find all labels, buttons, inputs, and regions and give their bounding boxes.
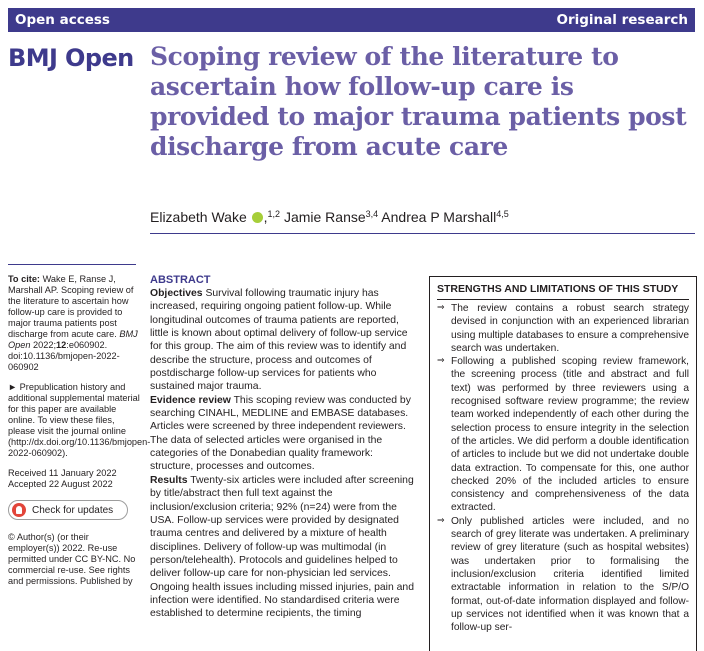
bullet-arrow-icon: ⇒ [437,356,445,367]
orcid-icon[interactable] [252,212,263,223]
divider [8,264,136,265]
evidence-text: This scoping review was conducted by searching CINAHL, MEDLINE and EMBASE databases. Articles were screened by three independent reviewers. The data of selected articles were organised in the categories of the Donabedian quality framework: structure, processes and outcomes. [150,394,411,473]
objectives-label: Objectives [150,288,203,299]
results-text: Twenty-six articles were included after screening by title/abstract then full text against the inclusion/exclusion criteria; 92% (n=24) were from the USA. Follow-up services were provided by designated trauma centres and delivered by a mixture of health disciplines. Delivery of follow-up was multimodal (in person/telehealth). Protocols and guidelines helped to deliver follow-up care for non-physician led services. [150,474,414,580]
strengths-limitations-box [429,276,697,651]
objectives-text: Survival following traumatic injury has increased, requiring ongoing patient follow-up. While longitudinal outcomes of trauma patients are reported, little is known about optimal delivery of follow-up service for this group. The aim of this review was to identify and describe the structure, process and outcomes of postdischarge follow-up services for patients who sustained major trauma. [150,288,408,393]
accepted-date: Accepted 22 August 2022 [8,479,113,489]
cite-journal: BMJ Open [8,329,138,350]
list-item-text: Following a published scoping review framework, the screening process (title and abstract and full text) was performed by three reviewers using a recognised software review programme; the review team worked independently of each other during the selection process to ensure integrity in the selection of the articles. We did perform a double identification of articles to include but we did not undertake double data extraction. To compensate for this, one author checked 20% of the included articles to ensure consistency and comprehensiveness of the data extracted. [451,356,689,514]
author-name[interactable]: Andrea P Marshall [381,209,497,225]
crossmark-icon [12,503,26,517]
author-affiliation: 3,4 [365,209,379,219]
abstract-objectives [150,287,418,394]
abstract-section [150,274,418,621]
open-access-label: Open access [15,12,110,28]
copyright-note: © Author(s) (or their employer(s)) 2022. Re-use permitted under CC BY-NC. No commercial re-use. See rights and permissions. Published by [8,532,136,586]
check-updates-label: Check for updates [32,504,114,516]
author-affiliation: 1,2 [267,209,281,219]
evidence-label: Evidence review [150,394,231,406]
cite-volume: 12 [56,340,67,350]
abstract-ongoing: Ongoing health issues including missed injuries, pain and infection were identified. No standardised criteria were established to determine recipients, the timing [150,581,414,620]
author-affiliation: 4,5 [496,209,509,219]
cite-label: To cite: [8,274,40,284]
dates-block [8,468,140,490]
list-item-text: The review contains a robust search strategy devised in conjunction with an experienced librarian using multiple databases to ensure a comprehensive search was undertaken. [451,303,689,354]
divider [150,233,695,234]
abstract-evidence-review [150,394,418,474]
list-item-text: Only published articles were included, and no search of grey literate was undertaken. A preliminary review of grey literature (such as hospital websites) was undertaken prior to formalising the inclusion/exclusion criteria identified limited extractable information in relation to the S/P/O format, out-of-date information displayed and follow-up services not identified when it was known that a follow-up ser- [451,515,689,634]
abstract-heading: ABSTRACT [150,274,211,286]
prepub-note[interactable]: ► Prepublication history and additional supplemental material for this paper are available online. To view these files, please visit the journal online (http://dx.doi.org/10.1136/bmjopen-2022-060902). [8,382,151,458]
received-date: Received 11 January 2022 [8,468,117,478]
journal-logo[interactable]: BMJ Open [8,44,134,72]
cite-text: Wake E, Ranse J, Marshall AP. Scoping review of the literature to ascertain how follow-up care is provided to major trauma patients post discharge from acute care. [8,274,134,339]
strengths-list [437,302,689,634]
author-name[interactable]: Elizabeth Wake [150,209,247,225]
check-for-updates-button[interactable] [8,500,128,520]
citation-block [8,274,140,373]
article-title: Scoping review of the literature to ascertain how follow-up care is provided to major trauma patients post discharge from acute care [150,42,687,161]
bullet-arrow-icon: ⇒ [437,515,445,526]
header-bar [8,8,695,32]
author-name[interactable]: Jamie Ranse [283,209,366,225]
list-item [437,355,689,515]
article-type-label: Original research [556,12,688,28]
bullet-arrow-icon: ⇒ [437,303,445,313]
strengths-heading: STRENGTHS AND LIMITATIONS OF THIS STUDY [437,283,689,300]
list-item [437,515,689,635]
cite-rest[interactable]: :e060902. doi:10.1136/bmjopen-2022-060902 [8,340,120,372]
list-item [437,302,689,355]
article-info-sidebar [8,274,151,596]
abstract-results [150,474,418,581]
results-label: Results [150,474,188,486]
cite-year: 2022; [33,340,57,350]
author-list: Elizabeth Wake ,$^{1,2}$ Jamie Ranse$^{3,4}$ Andrea P Marshall$^{4,5}$ [150,209,509,225]
